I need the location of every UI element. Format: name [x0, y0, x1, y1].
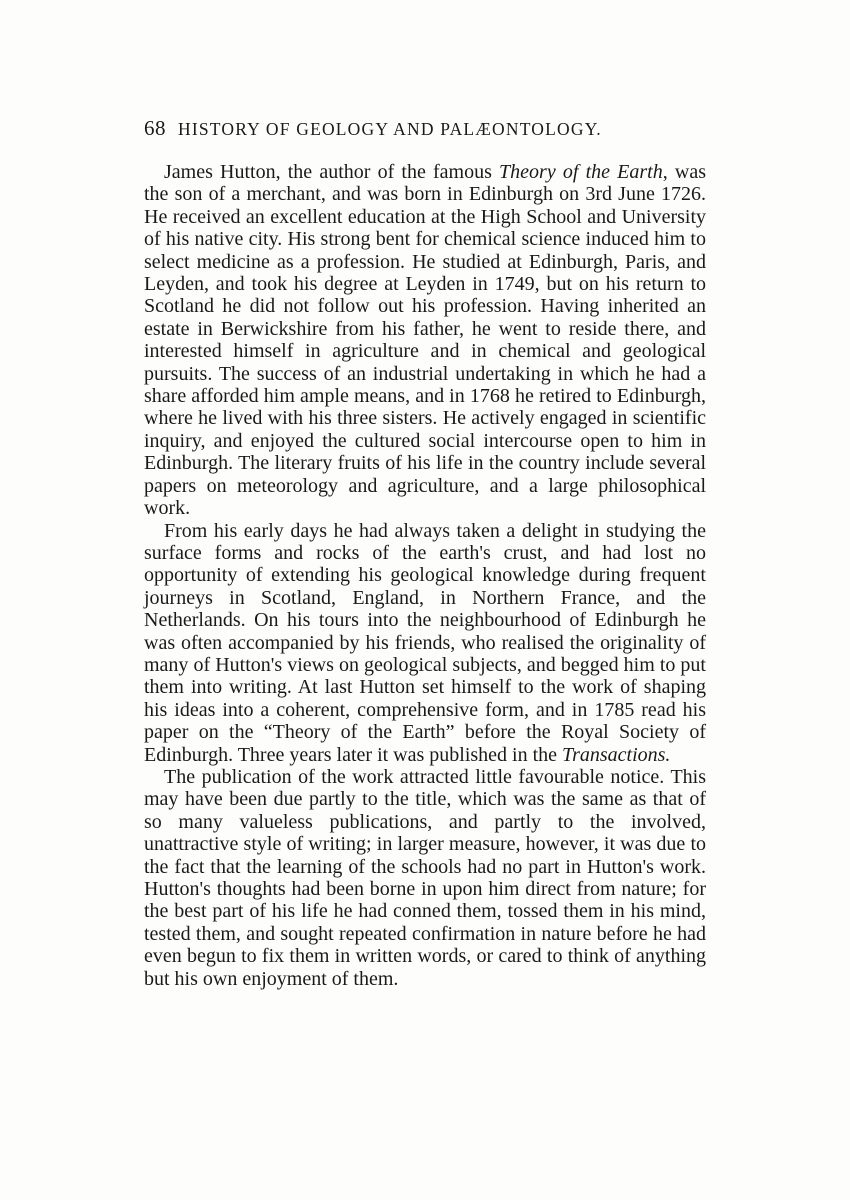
italic-title: Theory of the Earth — [499, 161, 663, 183]
text-run: From his early days he had always taken a delight in studying the surface forms and rocks of the earth's crust, and had lost no opportunity of extending his geological knowledge during frequent journeys in Scotland, England, in Northern France, and the Netherlands. On his tours into the neighbourhood of Edinburgh he was often accompanied by his friends, who realised the originality of many of Hutton's views on geological subjects, and begged him to put them into writing. At last Hutton set himself to the work of shaping his ideas into a coherent, comprehensive form, and in 1785 read his paper on the “Theory of the Earth” before the Royal Society of Edinburgh. Three years later it was published in the — [144, 519, 706, 766]
body-text — [144, 161, 706, 990]
text-run: James Hutton, the author of the famous — [164, 161, 500, 183]
text-run: , was the son of a merchant, and was born in Edinburgh on 3rd June 1726. He received an excellent education at the High School and University of his native city. His strong bent for chemical science induced him to select medicine as a profession. He studied at Edinburgh, Paris, and Leyden, and took his degree at Leyden in 1749, but on his return to Scotland he did not follow out his profession. Having inherited an estate in Berwickshire from his father, he went to reside there, and interested himself in agriculture and in chemical and geological pursuits. The success of an industrial undertaking in which he had a share afforded him ample means, and in 1768 he retired to Edinburgh, where he lived with his three sisters. He actively engaged in scientific inquiry, and enjoyed the cultured social intercourse open to him in Edinburgh. The literary fruits of his life in the country include several papers on meteorology and agriculture, and a large philosophical work. — [144, 161, 706, 520]
text-run: The publication of the work attracted little favourable notice. This may have been due partly to the title, which was the same as that of so many valueless publications, and partly to the involved, unattractive style of writing; in larger measure, however, it was due to the fact that the learning of the schools had no part in Hutton's work. Hutton's thoughts had been borne in upon him direct from nature; for the best part of his life he had conned them, tossed them in his mind, tested them, and sought repeated confirmation in nature before he had even begun to fix them in written words, or cared to think of anything but his own enjoyment of them. — [144, 765, 706, 990]
running-head-title: HISTORY OF GEOLOGY AND PALÆONTOLOGY. — [178, 119, 602, 139]
paragraph-publication-reception — [144, 766, 706, 990]
paragraph-hutton-biography — [144, 161, 706, 520]
running-head — [144, 116, 704, 146]
page-number: 68 — [144, 116, 166, 140]
italic-title: Transactions. — [562, 743, 671, 766]
paragraph-geological-studies — [144, 520, 706, 766]
